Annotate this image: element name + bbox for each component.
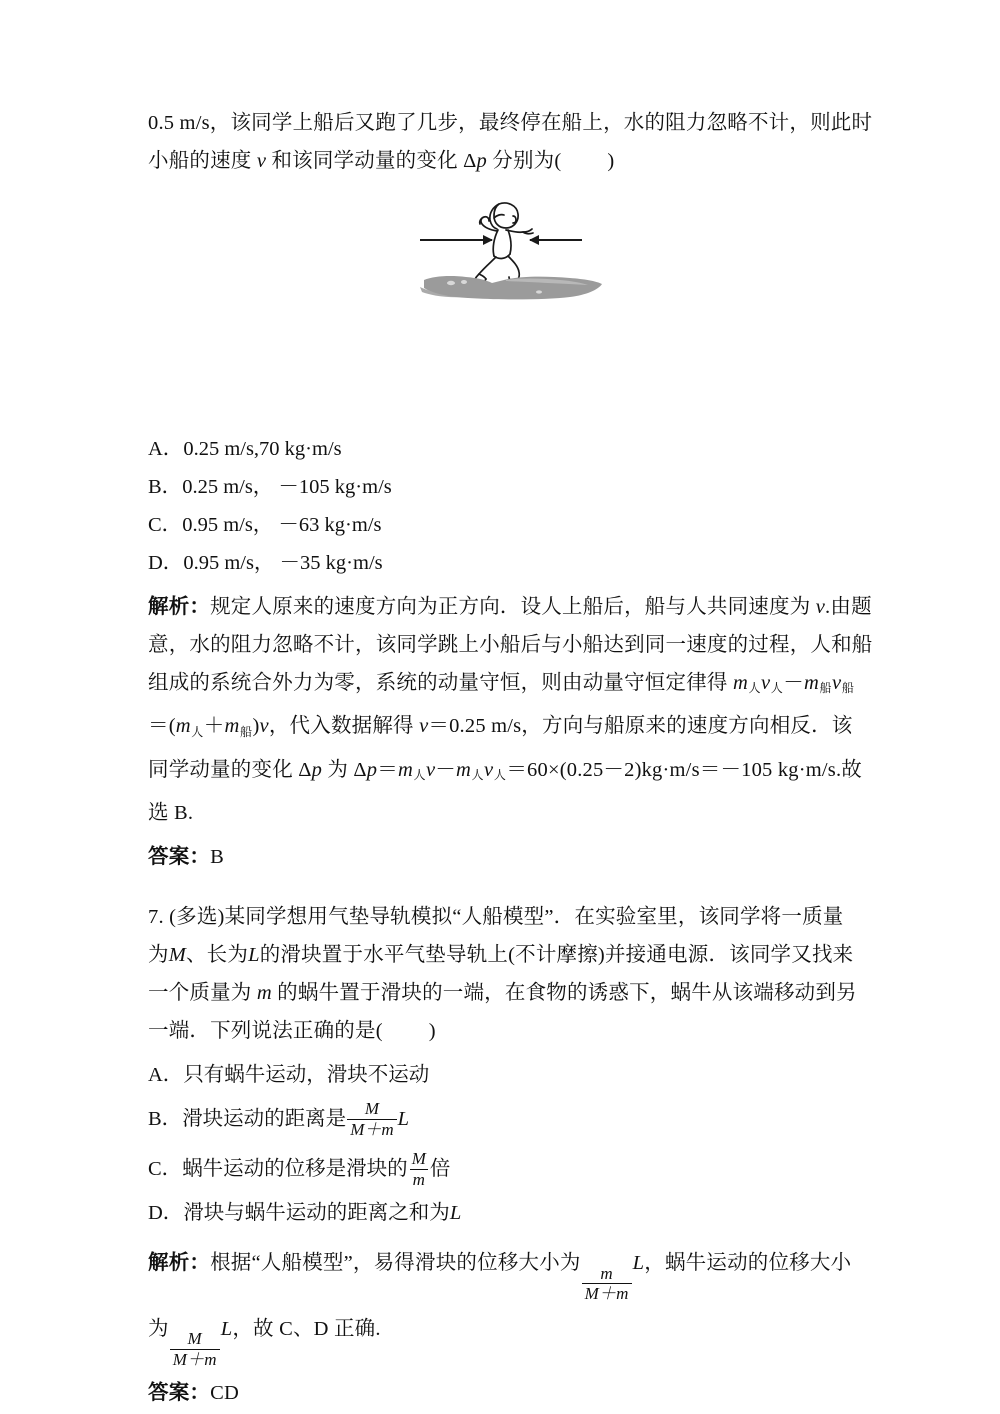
- q6-answer: [148, 838, 860, 876]
- q7-line-1: [148, 898, 860, 936]
- var-m: m: [397, 758, 413, 781]
- q7-option-a-label: A．: [148, 1064, 184, 1087]
- q7-text-2b: 、长为: [185, 944, 249, 967]
- var-L: L: [220, 1317, 233, 1340]
- q6-solution-text-3a: 组成的系统合外力为零，系统的动量守恒，则由动量守恒定律得: [148, 672, 733, 694]
- q6-continuation-line-2: [148, 142, 860, 180]
- q7-text-2c: 的滑块置于水平气垫导轨上(不计摩擦)并接通电源．该同学又找来: [259, 944, 854, 967]
- fraction-denominator: M＋m: [582, 1283, 632, 1302]
- q7-text-1: 某同学想用气垫导轨模拟“人船模型”．在实验室里，该同学将一质量: [224, 906, 844, 929]
- q7-answer-label: 答案：: [148, 1382, 211, 1405]
- var-v: v: [256, 150, 267, 172]
- q6-solution-text-4c: ，代入数据解得: [268, 715, 420, 738]
- q6-solution-text-1a: 规定人原来的速度方向为正方向．设人上船后，船与人共同速度为: [210, 596, 816, 618]
- q7-option-d-label: D．: [148, 1202, 184, 1225]
- q6-answer-label: 答案：: [148, 846, 211, 869]
- fraction-denominator: M＋m: [170, 1349, 220, 1368]
- q6-option-d-label: D．: [148, 552, 184, 574]
- q7-solution-text-2a: 为: [148, 1317, 169, 1340]
- var-m: m: [456, 758, 472, 781]
- q7-solution-line-2: [148, 1303, 860, 1368]
- q6-text-d: ): [607, 150, 615, 172]
- q6-text-a: 小船的速度: [148, 150, 257, 172]
- q7-solution-line-1: [148, 1238, 860, 1302]
- plus-sign: ＋: [203, 715, 225, 738]
- boat-silhouette-icon: [420, 268, 606, 302]
- fraction-denominator: m: [410, 1169, 428, 1188]
- fraction-M-over-m: [409, 1150, 429, 1188]
- var-p: p: [311, 758, 323, 781]
- q6-option-c-text: 0.95 m/s， －63 kg·m/s: [182, 514, 382, 536]
- q7-text-4b: ): [428, 1020, 436, 1043]
- var-L: L: [248, 944, 260, 967]
- fraction-denominator: M＋m: [347, 1119, 396, 1138]
- q7-solution-text-1a: 根据“人船模型”，易得滑块的位移大小为: [210, 1252, 581, 1275]
- q7-option-a-text: 只有蜗牛运动，滑块不运动: [183, 1064, 430, 1087]
- q6-speed-value: 0.5 m/s: [148, 112, 210, 134]
- q7-solution-text-2b: ，故 C、D 正确.: [232, 1317, 381, 1340]
- fraction-m-over-M-plus-m: [582, 1265, 632, 1303]
- subscript-person: 人: [493, 768, 506, 783]
- minus-sign: －: [783, 672, 804, 694]
- q7-option-c[interactable]: [148, 1144, 860, 1194]
- q6-continuation-line-1: [148, 104, 873, 142]
- q6-solution-text-6: 选 B.: [148, 802, 194, 825]
- q7-line-4: [148, 1012, 860, 1050]
- q6-option-b-text: 0.25 m/s， －105 kg·m/s: [182, 476, 392, 498]
- q6-solution-text-1b: .由题: [825, 596, 872, 618]
- q6-answer-value: B: [210, 846, 224, 869]
- q6-text-b: 和该同学动量的变化 Δ: [266, 150, 477, 172]
- q6-solution-text-2: 意，水的阻力忽略不计，该同学跳上小船后与小船达到同一速度的过程，人和船: [148, 634, 873, 656]
- q6-option-c-label: C．: [148, 514, 183, 536]
- var-m: m: [256, 982, 272, 1005]
- q6-solution-text-4a: ＝(: [148, 715, 176, 738]
- q7-text-3b: 的蜗牛置于滑块的一端，在食物的诱惑下，蜗牛从该端移动到另: [271, 982, 857, 1005]
- q7-option-c-text: 蜗牛运动的位移是滑块的: [182, 1158, 408, 1181]
- fraction-numerator: m: [600, 1263, 613, 1283]
- q6-solution-text-4d: ＝0.25 m/s，方向与船原来的速度方向相反．该: [428, 715, 853, 738]
- var-m: m: [732, 672, 748, 694]
- q7-answer: [148, 1374, 860, 1412]
- var-L: L: [632, 1252, 645, 1275]
- subscript-boat: 船: [841, 681, 854, 696]
- subscript-boat: 船: [819, 681, 832, 696]
- q6-option-c[interactable]: [148, 506, 860, 544]
- q7-option-b-label: B．: [148, 1108, 183, 1131]
- var-L: L: [449, 1202, 462, 1225]
- q6-option-a-label: A．: [148, 438, 184, 460]
- fraction-numerator: M: [187, 1329, 202, 1349]
- q7-multi-select-tag: (多选): [169, 906, 225, 929]
- subscript-person: 人: [191, 724, 204, 739]
- q7-solution-text-1b: ，蜗牛运动的位移大小: [644, 1252, 852, 1275]
- var-v: v: [815, 596, 826, 618]
- q6-solution-text-4b: ): [252, 715, 260, 738]
- subscript-boat: 船: [239, 724, 252, 739]
- q7-option-c-suffix: 倍: [429, 1158, 451, 1181]
- q7-line-3: [148, 974, 860, 1012]
- var-L: L: [397, 1108, 410, 1131]
- subscript-person: 人: [770, 681, 783, 696]
- q6-option-b-label: B．: [148, 476, 183, 498]
- q6-text-c: 分别为(: [486, 150, 562, 172]
- q6-solution-text-5b: 为 Δ: [322, 758, 367, 781]
- q6-solution-line-6: [148, 794, 860, 832]
- q6-solution-line-3: [148, 664, 860, 707]
- var-p: p: [476, 150, 487, 172]
- subscript-person: 人: [471, 768, 484, 783]
- var-v: v: [832, 672, 842, 694]
- var-v: v: [419, 715, 429, 738]
- equals-sign: ＝: [377, 758, 398, 781]
- var-m: m: [224, 715, 240, 738]
- var-v: v: [484, 758, 494, 781]
- fraction-M-over-M-plus-m: [347, 1100, 396, 1138]
- q7-number: 7.: [148, 906, 164, 929]
- q6-option-a-text: 0.25 m/s,70 kg·m/s: [183, 438, 342, 460]
- var-M: M: [168, 944, 186, 967]
- q7-option-b[interactable]: [148, 1094, 860, 1144]
- q6-option-d-text: 0.95 m/s， －35 kg·m/s: [183, 552, 383, 574]
- q7-line-2: [148, 936, 860, 974]
- q6-option-d[interactable]: [148, 544, 860, 582]
- q6-illustration: [148, 194, 860, 312]
- q6-solution-line-2: [148, 626, 873, 664]
- var-v: v: [425, 758, 436, 781]
- q7-option-d-text: 滑块与蜗牛运动的距离之和为: [183, 1202, 450, 1225]
- q6-solution-label: 解析：: [148, 596, 211, 618]
- q7-text-4a: 一端．下列说法正确的是(: [148, 1020, 383, 1043]
- minus-sign: －: [435, 758, 456, 781]
- q7-option-a[interactable]: [148, 1056, 860, 1094]
- fraction-numerator: M: [364, 1099, 379, 1119]
- q6-continuation-text-1: ，该同学上船后又跑了几步，最终停在船上，水的阻力忽略不计，则此时: [209, 112, 873, 134]
- q7-option-b-text: 滑块运动的距离是: [182, 1108, 347, 1131]
- q6-solution-text-5d: ＝60×(0.25－2)kg·m/s＝－105 kg·m/s.故: [506, 758, 862, 781]
- q6-solution-line-4: [148, 707, 860, 750]
- q6-solution-line-5: [148, 751, 860, 794]
- q7-text-2a: 为: [148, 944, 169, 967]
- q7-solution-label: 解析：: [148, 1252, 211, 1275]
- q6-option-a[interactable]: [148, 430, 860, 468]
- q7-answer-value: CD: [210, 1382, 239, 1405]
- q7-text-3a: 一个质量为: [148, 982, 257, 1005]
- page-content: [148, 104, 873, 1412]
- var-m: m: [804, 672, 820, 694]
- var-v: v: [760, 672, 771, 694]
- var-v: v: [259, 715, 269, 738]
- fraction-M-over-M-plus-m: [170, 1330, 220, 1368]
- q6-solution-line-1: [148, 588, 872, 626]
- q7-option-d[interactable]: [148, 1194, 860, 1232]
- q6-solution-text-5a: 同学动量的变化 Δ: [148, 758, 312, 781]
- q7-option-c-label: C．: [148, 1158, 183, 1181]
- fraction-numerator: M: [411, 1149, 426, 1169]
- subscript-person: 人: [748, 681, 761, 696]
- subscript-person: 人: [413, 768, 426, 783]
- q6-option-b[interactable]: [148, 468, 860, 506]
- var-m: m: [175, 715, 191, 738]
- var-p: p: [366, 758, 378, 781]
